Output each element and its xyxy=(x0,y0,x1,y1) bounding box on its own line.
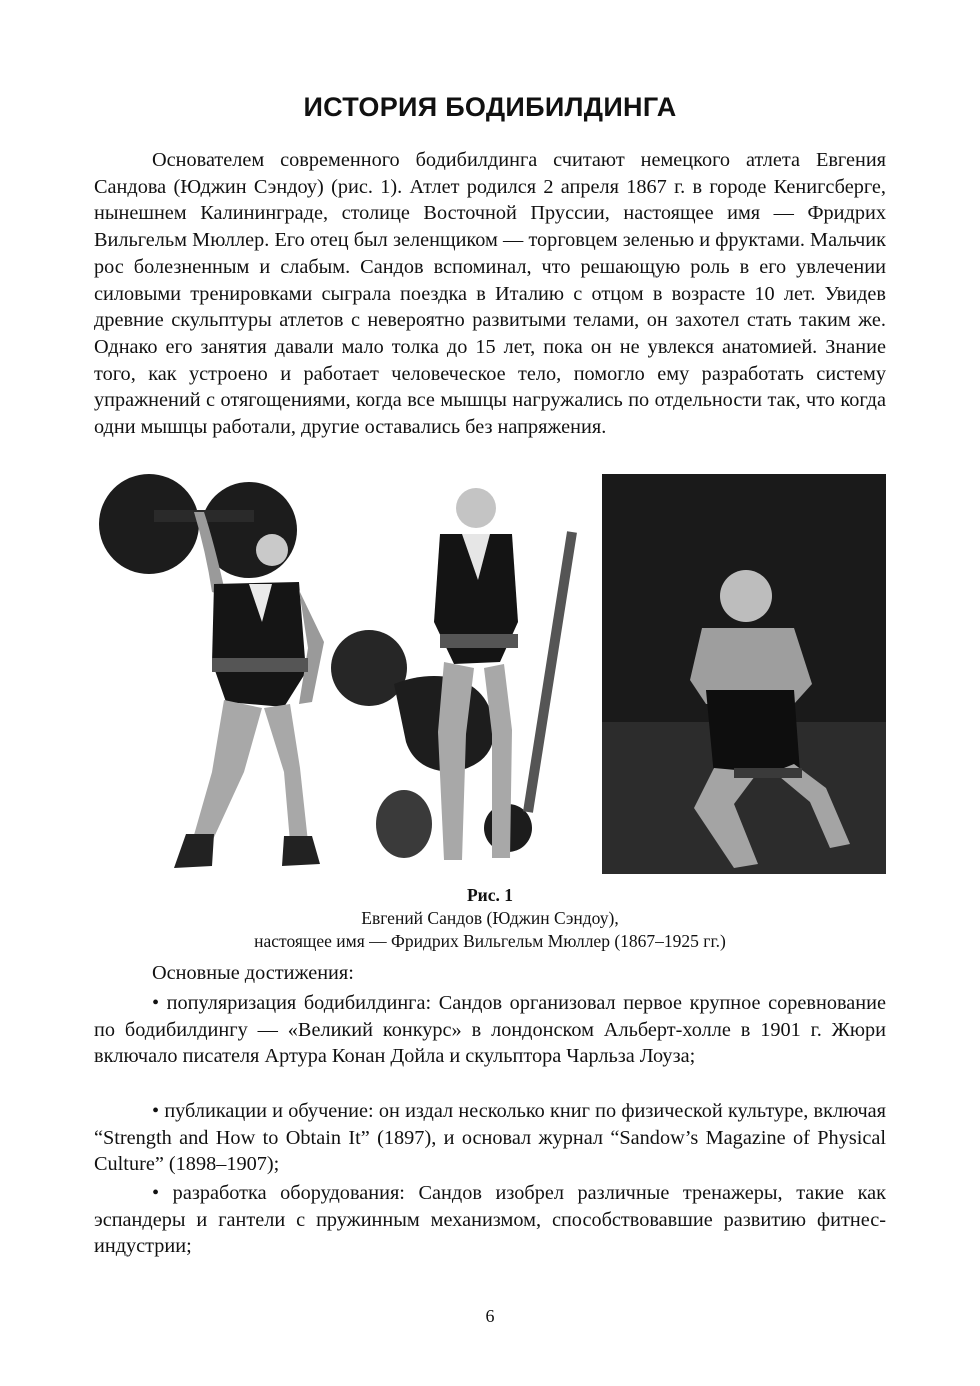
figure-caption xyxy=(94,884,886,953)
page-title: ИСТОРИЯ БОДИБИЛДИНГА xyxy=(303,92,677,122)
figure-caption-line-1: Евгений Сандов (Юджин Сэндоу), xyxy=(361,908,619,928)
page-number: 6 xyxy=(485,1306,495,1326)
photo-athlete-seated xyxy=(602,474,886,874)
figure-photos xyxy=(94,472,886,876)
photo-athlete-barbell-overhead xyxy=(99,474,324,868)
achievement-item-3: • разработка оборудования: Сандов изобрел различные тренажеры, такие как эспандеры и гантели с пружинным механизмом, способствовавшие развитию фитнес-индустрии; xyxy=(94,1182,886,1258)
intro-paragraph: Основателем современного бодибилдинга считают немецкого атлета Евгения Сандова (Юджин Сэндоу) (рис. 1). Атлет родился 2 апреля 1867 г. в городе Кенигсберге, нынешнем Калининграде, столице Восточной Пруссии, настоящее имя — Фридрих Вильгельм Мюллер. Его отец был зеленщиком — торговцем зеленью и фруктами. Мальчик рос болезненным и слабым. Сандов вспоминал, что решающую роль в его увлечении силовыми тренировками сыграла поездка в Италию с отцом в возрасте 10 лет. Увидев древние скульптуры атлетов с невероятно развитыми телами, он захотел стать таким же. Однако его занятия давали мало толка до 15 лет, пока он не увлекся анатомией. Знание того, как устроено и работает человеческое тело, помогло ему разработать систему упражнений с отягощениями, когда все мышцы нагружались по отдельности так, что когда одни мышцы работали, другие оставались без напряжения. xyxy=(94,149,886,439)
figure-caption-line-2: настоящее имя — Фридрих Вильгельм Мюллер (1867–1925 гг.) xyxy=(254,931,726,951)
achievement-item-1: • популяризация бодибилдинга: Сандов организовал первое крупное соревнование по бодибилдингу — «Великий конкурс» в лондонском Альберт-холле в 1901 г. Жюри включало писателя Артура Конан Дойла и скульптора Чарльза Лоуза; xyxy=(94,992,886,1068)
figure-label: Рис. 1 xyxy=(466,885,514,905)
achievements-heading: Основные достижения: xyxy=(152,962,354,984)
photo-athlete-kettlebells xyxy=(331,488,572,860)
figure-illustration xyxy=(94,472,886,876)
achievement-item-2: • публикации и обучение: он издал несколько книг по физической культуре, включая “Strength and How to Obtain It” (1897), и основал журнал “Sandow’s Magazine of Physical Culture” (1898–1907); xyxy=(94,1100,886,1176)
